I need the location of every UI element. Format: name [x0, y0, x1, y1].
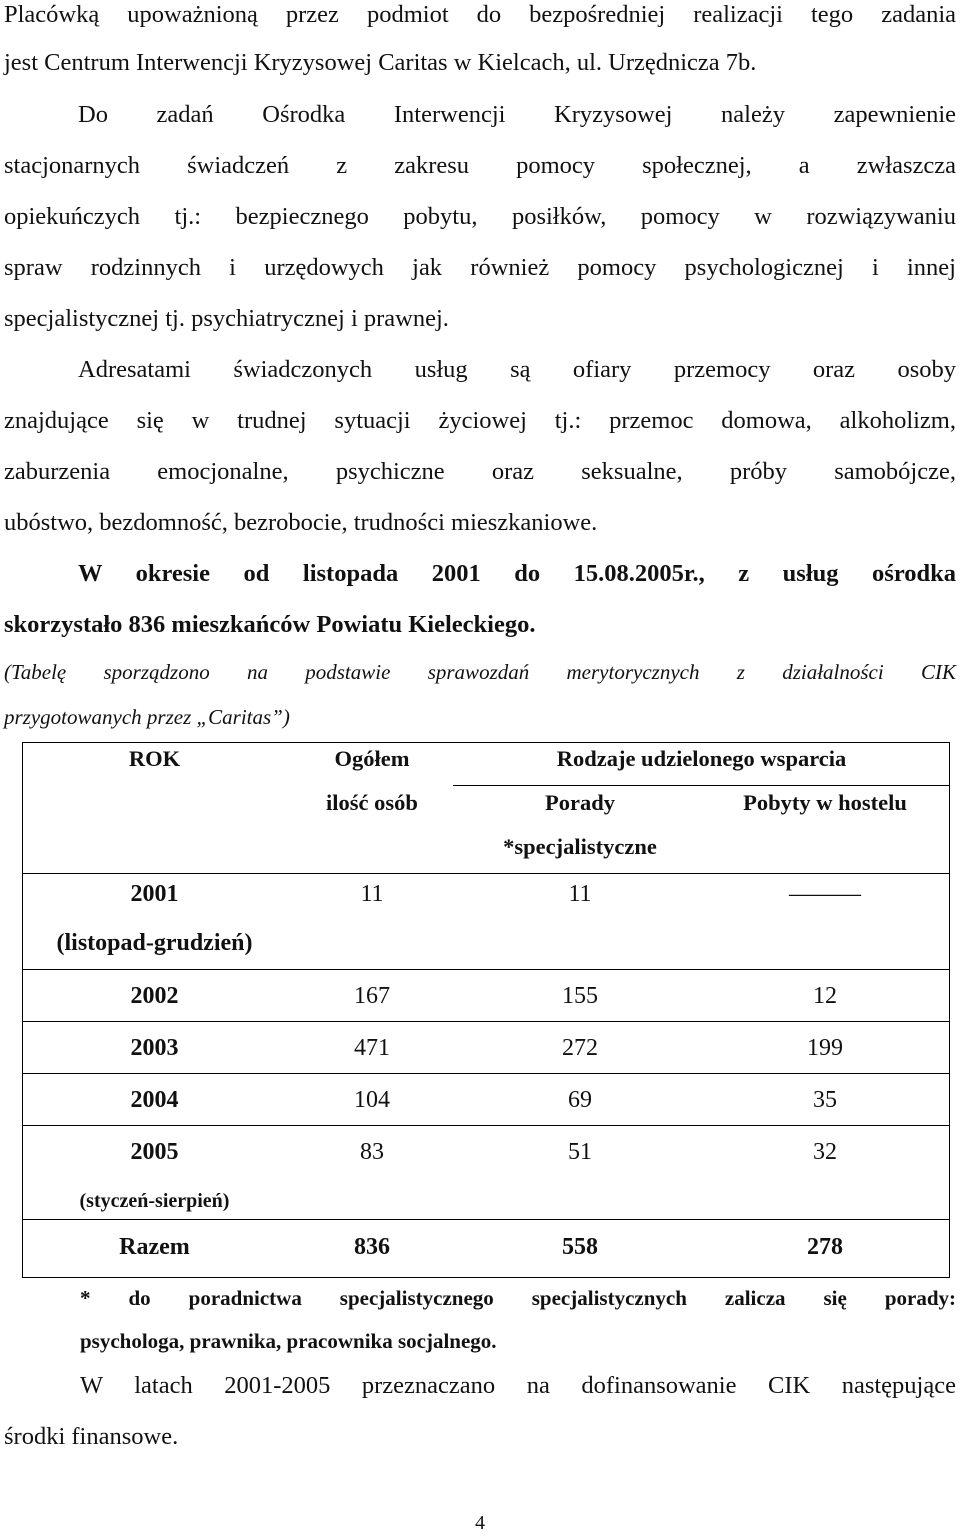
text-line: znajdujące się w trudnej sytuacji życiowej tj.: przemoc domowa, alkoholizm, [4, 407, 956, 434]
row-ogolem: 11 [360, 881, 384, 907]
total-porady: 558 [562, 1234, 598, 1260]
row-year-sub: (listopad-grudzień) [56, 930, 253, 956]
row-year: 2002 [130, 983, 179, 1009]
footnote-line: psychologa, prawnika, pracownika socjalnego. [80, 1329, 497, 1353]
row-porady: 272 [562, 1035, 598, 1061]
row-year: 2001 [130, 881, 179, 907]
header-porady-sub: *specjalistyczne [503, 834, 657, 859]
row-pobyty: ——— [789, 881, 861, 907]
footnote-line: * do poradnictwa specjalistycznego specjalistycznych zalicza się porady: [80, 1286, 956, 1310]
row-year: 2005 [130, 1139, 179, 1165]
text-line: Adresatami świadczonych usług są ofiary przemocy oraz osoby [78, 356, 956, 383]
row-year-sub: (styczeń-sierpień) [79, 1190, 230, 1212]
header-porady: Porady [545, 790, 615, 815]
header-ogolem-sub: ilość osób [326, 790, 418, 815]
row-pobyty: 199 [807, 1035, 843, 1061]
text-line: Do zadań Ośrodka Interwencji Kryzysowej należy zapewnienie [78, 101, 956, 128]
table-source-note: (Tabelę sporządzono na podstawie sprawozdań merytorycznych z działalności CIK [4, 660, 956, 684]
row-ogolem: 471 [354, 1035, 390, 1061]
text-line: stacjonarnych świadczeń z zakresu pomocy społecznej, a zwłaszcza [4, 152, 956, 179]
row-pobyty: 32 [813, 1139, 837, 1165]
row-year: 2004 [130, 1087, 179, 1113]
row-ogolem: 167 [354, 983, 390, 1009]
row-pobyty: 35 [813, 1087, 837, 1113]
row-porady: 155 [562, 983, 598, 1009]
row-porady: 51 [568, 1139, 592, 1165]
text-line: zaburzenia emocjonalne, psychiczne oraz seksualne, próby samobójcze, [4, 458, 956, 485]
row-porady: 69 [568, 1087, 592, 1113]
row-ogolem: 104 [354, 1087, 390, 1113]
text-line: W latach 2001-2005 przeznaczano na dofinansowanie CIK następujące [80, 1372, 956, 1399]
row-year: 2003 [130, 1035, 179, 1061]
total-label: Razem [119, 1234, 190, 1260]
text-line: środki finansowe. [4, 1423, 179, 1450]
total-pobyty: 278 [807, 1234, 843, 1260]
text-line: specjalistycznej tj. psychiatrycznej i prawnej. [4, 305, 449, 332]
table-source-note: przygotowanych przez „Caritas”) [4, 705, 290, 729]
total-ogolem: 836 [354, 1234, 390, 1260]
text-line: spraw rodzinnych i urzędowych jak również pomocy psychologicznej i innej [4, 254, 956, 281]
text-line: ubóstwo, bezdomność, bezrobocie, trudności mieszkaniowe. [4, 509, 598, 536]
header-ogolem: Ogółem [334, 746, 410, 771]
header-rodzaje: Rodzaje udzielonego wsparcia [556, 746, 847, 771]
header-pobyty: Pobyty w hostelu [743, 790, 907, 815]
text-line-bold: skorzystało 836 mieszkańców Powiatu Kieleckiego. [4, 611, 536, 638]
page-number: 4 [475, 1512, 485, 1534]
text-line: jest Centrum Interwencji Kryzysowej Caritas w Kielcach, ul. Urzędnicza 7b. [4, 49, 757, 76]
text-line: opiekuńczych tj.: bezpiecznego pobytu, posiłków, pomocy w rozwiązywaniu [4, 203, 956, 230]
header-rok: ROK [128, 746, 181, 771]
row-ogolem: 83 [360, 1139, 384, 1165]
row-pobyty: 12 [813, 983, 837, 1009]
text-line-bold: W okresie od listopada 2001 do 15.08.2005r., z usług ośrodka [78, 560, 956, 587]
row-porady: 11 [568, 881, 592, 907]
text-line: Placówką upoważnioną przez podmiot do bezpośredniej realizacji tego zadania [4, 1, 956, 28]
